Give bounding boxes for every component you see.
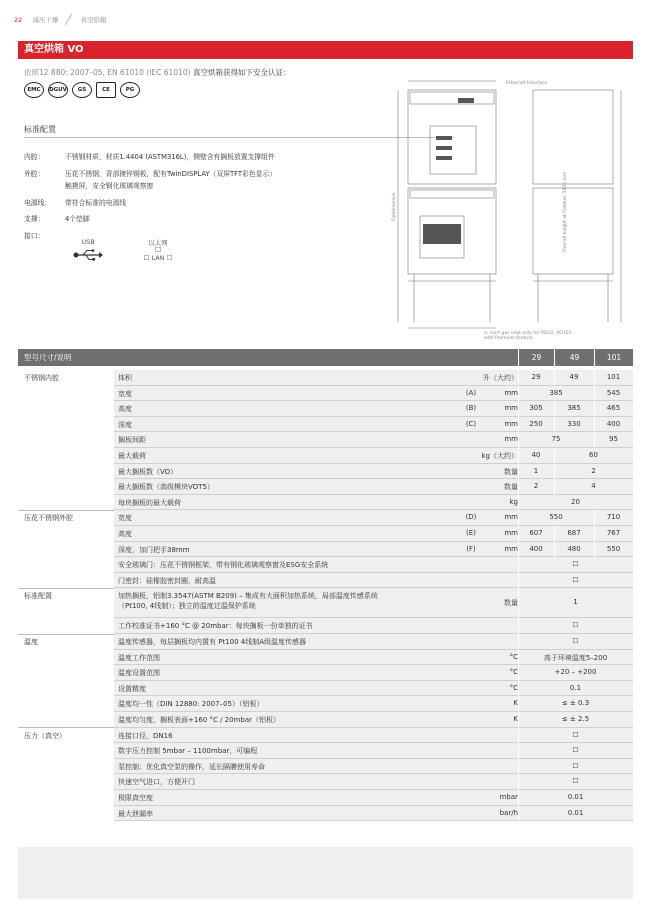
row-label: 温度设置范围 (118, 669, 160, 678)
table-row (18, 432, 633, 448)
row-value: 75 (551, 435, 561, 444)
row-unit: 升（大约） (483, 374, 518, 382)
table-row (18, 759, 633, 775)
row-value: 385 (567, 404, 581, 413)
row-value: 2 (591, 466, 596, 475)
gs-cert-icon: GS (72, 82, 92, 98)
svg-text:Optionalrack: Optionalrack (392, 192, 397, 221)
table-row (18, 728, 633, 744)
svg-text:Overall height at Flatline: 18: Overall height at Flatline: 1850 mm (563, 171, 568, 252)
row-unit: mm (504, 404, 518, 413)
table-row (18, 573, 633, 589)
intro-text (24, 67, 290, 78)
model-49-header: 49 (554, 349, 594, 366)
row-unit: bar/h (499, 808, 518, 817)
row-unit: °C (509, 683, 518, 692)
row-value: 101 (606, 373, 621, 381)
row-label: 搁板间距 (118, 436, 146, 445)
row-unit: mm (504, 435, 518, 444)
header-label: 型号尺寸/说明 (24, 353, 72, 362)
row-value: 400 (606, 419, 621, 428)
row-value: ≤ ± 2.5 (561, 715, 590, 723)
table-row (18, 774, 633, 790)
row-value: ☐ (572, 746, 579, 755)
row-value: ≤ ± 0.3 (561, 699, 590, 708)
table-row (18, 401, 633, 417)
row-value: 385 (549, 388, 563, 397)
usb-icon (68, 246, 108, 264)
spec-support: 支撑： 4个垫脚 (24, 215, 90, 223)
row-label: 温度工作范围 (118, 653, 160, 662)
row-unit: mm (504, 419, 518, 428)
intro-certified: 真空烘箱获得如下安全认证： (192, 68, 291, 77)
spec-inner: 内腔： 不锈钢材质，材质1.4404 (ASTM316L)，侧壁含有搁板放置支撑组件 (24, 153, 275, 161)
table-row (18, 712, 633, 728)
row-label: 温度传感器，每层搁板均内置有 Pt100 4线制A级温度传感器 (118, 638, 307, 646)
row-label: 设置精度 (118, 684, 146, 693)
row-label: 数字压力控制 5mbar – 1100mbar，可编程 (118, 747, 258, 756)
table-row (18, 696, 633, 712)
row-unit: 数量 (504, 599, 518, 608)
table-row (18, 386, 633, 402)
row-value: 550 (606, 544, 621, 553)
row-value: 49 (569, 373, 579, 381)
row-label: 宽度 (118, 514, 132, 523)
row-unit: mm (504, 544, 518, 553)
table-row (18, 495, 633, 511)
row-label: 最大载荷 (118, 452, 146, 460)
row-label: 安全玻璃门：压花不锈钢框架，带有钢化玻璃观察窗及ESG安全系统 (118, 561, 329, 570)
row-label: 门密封：硅橡胶密封圈，耐高温 (118, 576, 216, 585)
technical-drawing (388, 76, 634, 342)
row-group: 标准配置 (24, 592, 52, 601)
page-number: 22 (14, 16, 23, 24)
row-value: 250 (529, 419, 543, 428)
row-label: 工作校准证书+160 °C @ 20mbar：每块搁板一份单独的证书 (118, 622, 313, 631)
table-row (18, 448, 633, 464)
row-unit: °C (509, 668, 518, 677)
spec-outer-2: 触摸屏，安全钢化玻璃观察窗 (65, 182, 154, 190)
row-unit: 数量 (504, 467, 518, 476)
table-row (18, 806, 633, 822)
ethernet-port: 以太网 ☐ ☐ LAN ☐ (138, 238, 178, 264)
table-row (18, 510, 633, 526)
table-row (18, 464, 633, 480)
spec-power: 电源线： 带符合标准的电源线 (24, 199, 127, 207)
row-value: 767 (606, 529, 621, 537)
row-unit: mm (504, 513, 518, 522)
row-unit: kg（大约） (481, 452, 518, 460)
row-value: 0.01 (567, 808, 584, 817)
row-label: 最大泄漏率 (118, 809, 153, 818)
table-row (18, 665, 633, 681)
row-value: 1 (533, 466, 539, 475)
row-value: ☐ (572, 637, 579, 645)
row-value: 40 (531, 451, 541, 459)
row-unit: mm (504, 388, 518, 397)
model-101-header: 101 (594, 349, 633, 366)
row-code: (B) (465, 404, 477, 413)
row-label: 体积 (118, 374, 132, 382)
std-config-heading: 标准配置 (24, 125, 56, 134)
row-value: 60 (589, 451, 598, 459)
row-value: 0.01 (567, 793, 584, 801)
row-unit: 数量 (504, 483, 518, 492)
row-value: ☐ (572, 560, 579, 569)
row-unit: K (513, 699, 518, 708)
row-label: 宽度 (118, 389, 132, 398)
table-row (18, 370, 633, 386)
breadcrumb-separator (63, 15, 75, 25)
table-row (18, 417, 633, 433)
row-label: 加热搁板，铝制3.3547(ASTM B209) – 集成有大面积加热系统，局部温度传感系统 （Pt100, 4线制）；独立的温度过温保护系统 (118, 592, 378, 611)
row-group: 压花不锈钢外腔 (24, 514, 73, 523)
row-value: 550 (549, 513, 563, 522)
row-label: 最大搁板数（VO） (118, 467, 178, 476)
table-row (18, 790, 633, 806)
pg-cert-icon: PG (120, 82, 140, 98)
page-title: 真空烘箱 VO (18, 41, 633, 59)
row-code: (F) (466, 544, 476, 553)
spec-table-header (18, 349, 633, 366)
table-row (18, 743, 633, 759)
row-value: 545 (606, 388, 621, 397)
row-value: 4 (591, 482, 596, 491)
row-label: 高度 (118, 405, 132, 414)
row-label: 每块搁板的最大载荷 (118, 498, 181, 507)
row-group: 温度 (24, 638, 38, 646)
row-value: ☐ (572, 730, 579, 739)
intro-standards: 依照12 880: 2007–05, EN 61010 (IEC 61010) (24, 68, 191, 77)
ports (68, 238, 178, 264)
row-value: 710 (606, 513, 621, 522)
row-value: ☐ (572, 777, 579, 786)
row-label: 温度均匀度，搁板表面+160 °C / 20mbar（铝板） (118, 716, 280, 724)
row-value: +20 – +200 (554, 668, 597, 677)
row-value: 687 (567, 529, 581, 537)
footer-band (18, 847, 633, 899)
row-group: 不锈钢内腔 (24, 374, 59, 382)
row-value: 465 (606, 404, 621, 413)
row-value: 480 (567, 544, 581, 553)
row-label: 深度 (118, 420, 132, 429)
breadcrumb-current: 真空烘箱 (80, 16, 107, 24)
row-value: 330 (567, 419, 581, 428)
row-value: ☐ (572, 575, 579, 584)
row-value: 0.1 (569, 683, 582, 692)
row-label: 快速空气进口，方便开门 (118, 778, 195, 787)
table-row (18, 650, 633, 666)
spec-interface: 接口： (24, 232, 45, 240)
checkbox-icon: ☐ (154, 246, 162, 254)
row-label: 连接口径，DN16 (118, 731, 173, 740)
spec-outer: 外腔： 压花不锈钢，背部镀锌钢板，配有TwinDISPLAY（双屏TFT彩色显示） (24, 170, 277, 178)
svg-text:Ethernet-Interface: Ethernet-Interface (506, 81, 548, 86)
row-unit: kg (509, 497, 518, 506)
model-29-header: 29 (518, 349, 554, 366)
row-value: ☐ (572, 761, 579, 770)
row-code: (C) (465, 419, 477, 428)
table-row (18, 588, 633, 618)
row-label: 深度，加门把手38mm (118, 545, 190, 554)
row-label: 极限真空度 (118, 794, 153, 802)
row-label: 泵控制：优化真空泵的操作，延长隔膜使用寿命 (118, 762, 265, 771)
row-value: 1 (573, 598, 578, 607)
row-unit: K (513, 715, 518, 723)
row-value: 305 (529, 404, 543, 413)
row-value: 95 (609, 435, 618, 444)
row-value: 29 (531, 373, 541, 381)
table-row (18, 634, 633, 650)
row-value: 2 (533, 482, 539, 491)
row-value: ☐ (572, 621, 579, 630)
table-row (18, 681, 633, 697)
row-group: 压力（真空） (24, 731, 66, 740)
breadcrumb (14, 15, 107, 25)
row-value: 400 (529, 544, 543, 553)
table-row (18, 618, 633, 634)
row-label: 高度 (118, 530, 132, 538)
table-row (18, 557, 633, 573)
usb-port: USB (68, 238, 108, 264)
table-row (18, 526, 633, 542)
row-value: 高于环境温度5–200 (543, 653, 608, 662)
row-value: 607 (529, 529, 543, 537)
cert-logos (24, 82, 140, 98)
row-code: (D) (465, 513, 477, 522)
row-label: 温度均一性（DIN 12880: 2007–05）（铝板） (118, 700, 264, 709)
row-unit: °C (509, 652, 518, 661)
dguv-cert-icon: DGUV (48, 82, 68, 98)
row-unit: mm (504, 529, 518, 537)
breadcrumb-section[interactable]: 减压干燥 (32, 16, 59, 24)
row-code: (E) (466, 529, 476, 537)
row-unit: mbar (499, 793, 518, 801)
emc-cert-icon: EMC (24, 82, 44, 98)
svg-text:a: inert gas inlet only for VO: a: inert gas inlet only for VOcO, VO101 (484, 331, 572, 336)
row-label: 最大搁板数（高级模块VOT5） (118, 483, 214, 492)
ce-cert-icon: CE (96, 82, 116, 98)
svg-text:with Premium feature: with Premium feature (484, 336, 533, 341)
row-code: (A) (465, 388, 477, 397)
table-row (18, 542, 633, 558)
table-row (18, 479, 633, 495)
row-value: 20 (571, 497, 580, 506)
